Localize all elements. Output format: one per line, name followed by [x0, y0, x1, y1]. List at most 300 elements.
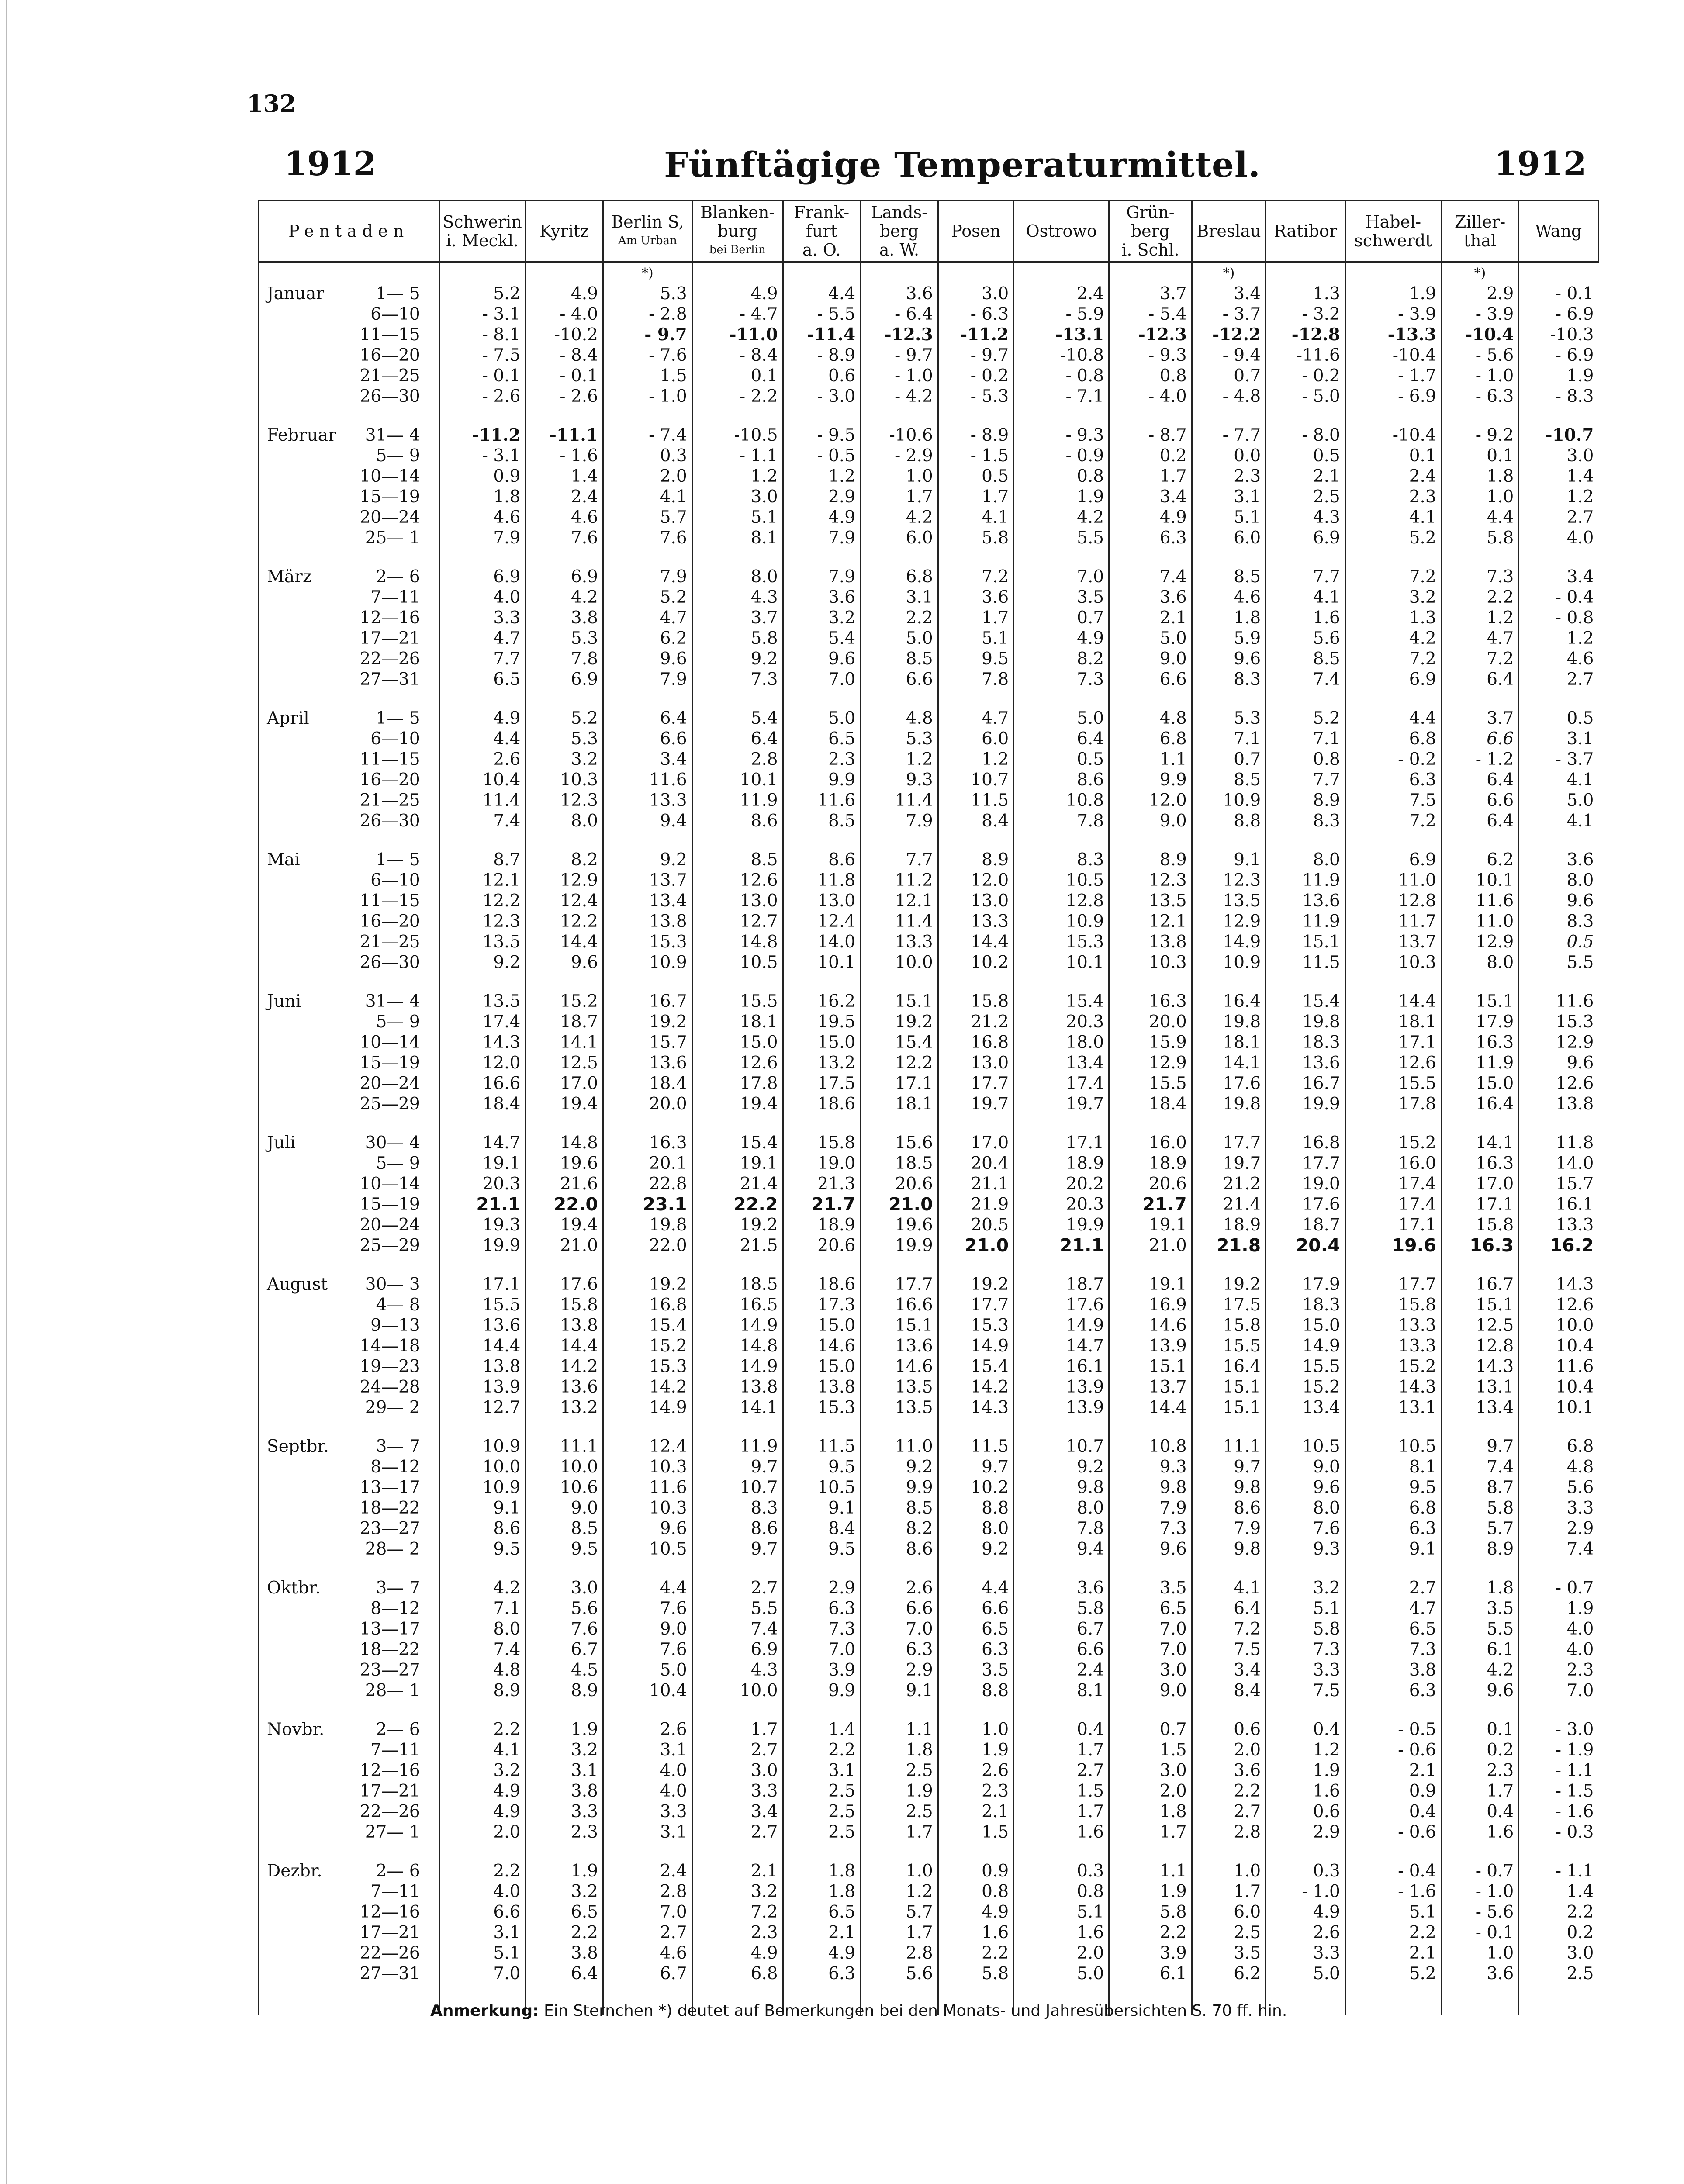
station-name-line: Schwerin	[443, 212, 522, 232]
table-body	[259, 262, 1598, 2015]
value-cell: 19.1	[692, 1153, 783, 1174]
pentad-label	[259, 1861, 439, 1881]
table-row	[259, 1639, 1598, 1660]
value-cell: 1.6	[1014, 1822, 1109, 1842]
value-cell: 17.5	[1192, 1295, 1266, 1315]
value-cell: 2.4	[603, 1861, 692, 1881]
value-cell: 5.3	[861, 729, 938, 749]
pentad-label	[259, 567, 439, 587]
table-row	[259, 1377, 1598, 1397]
value-cell: 7.2	[1345, 567, 1441, 587]
value-cell: 17.9	[1441, 1012, 1519, 1032]
pentad-label	[259, 649, 439, 669]
value-cell: 10.2	[938, 1477, 1014, 1498]
value-cell: 4.3	[692, 1660, 783, 1680]
value-cell: 17.7	[1266, 1153, 1345, 1174]
value-cell: 4.6	[603, 1943, 692, 1963]
value-cell: 21.0	[526, 1235, 603, 1256]
pentad-label	[259, 1498, 439, 1518]
value-cell: 3.2	[439, 1760, 526, 1781]
value-cell: 3.0	[692, 1760, 783, 1781]
value-cell: 13.3	[1345, 1315, 1441, 1336]
value-cell: 13.7	[1345, 932, 1441, 952]
value-cell: 6.7	[526, 1639, 603, 1660]
value-cell: 3.6	[783, 587, 861, 608]
value-cell: 19.1	[1109, 1274, 1192, 1295]
value-cell: 5.6	[526, 1598, 603, 1619]
value-cell: 1.2	[783, 466, 861, 487]
spacer-cell	[603, 1701, 692, 1719]
value-cell: 4.1	[1519, 770, 1598, 790]
value-cell: 12.7	[692, 911, 783, 932]
value-cell: 7.4	[1266, 669, 1345, 690]
value-cell: 19.4	[526, 1215, 603, 1235]
value-cell: 15.0	[783, 1032, 861, 1053]
value-cell: 3.9	[1109, 1943, 1192, 1963]
value-cell: 7.5	[1192, 1639, 1266, 1660]
asterisk-cell	[1014, 262, 1109, 284]
value-cell: 5.2	[1345, 528, 1441, 548]
value-cell: 6.4	[526, 1963, 603, 1984]
value-cell: 3.0	[692, 487, 783, 507]
value-cell: 3.5	[1109, 1578, 1192, 1598]
table-row	[259, 628, 1598, 649]
value-cell: 4.0	[1519, 528, 1598, 548]
month-separator	[259, 1559, 1598, 1578]
table-row	[259, 770, 1598, 790]
spacer-cell	[1519, 1701, 1598, 1719]
spacer-cell	[526, 407, 603, 425]
spacer-cell	[1266, 1701, 1345, 1719]
value-cell: 1.3	[1266, 283, 1345, 304]
value-cell: 0.1	[1441, 1719, 1519, 1740]
asterisk-cell	[526, 262, 603, 284]
pentad-label	[259, 811, 439, 831]
pentad-range: 20—24	[360, 1074, 420, 1093]
value-cell: 11.8	[783, 870, 861, 891]
value-cell: 6.6	[1109, 669, 1192, 690]
value-cell: 7.4	[439, 811, 526, 831]
table-row	[259, 1680, 1598, 1701]
pentad-label	[259, 1922, 439, 1943]
value-cell: 14.6	[783, 1336, 861, 1356]
pentad-label	[259, 1822, 439, 1842]
spacer-cell	[861, 407, 938, 425]
value-cell: 15.4	[603, 1315, 692, 1336]
value-cell: - 2.2	[692, 386, 783, 407]
value-cell: 1.6	[1441, 1822, 1519, 1842]
value-cell: 19.0	[1266, 1174, 1345, 1194]
spacer-cell	[526, 1114, 603, 1133]
pentad-label	[259, 1943, 439, 1963]
value-cell: 7.3	[1345, 1639, 1441, 1660]
value-cell: 7.5	[1266, 1680, 1345, 1701]
value-cell: - 5.9	[1014, 304, 1109, 325]
value-cell: -11.6	[1266, 345, 1345, 366]
spacer-cell	[783, 1701, 861, 1719]
spacer-cell	[783, 1559, 861, 1578]
value-cell: 10.4	[603, 1680, 692, 1701]
value-cell: 12.4	[526, 891, 603, 911]
value-cell: 2.0	[603, 466, 692, 487]
spacer-cell	[1192, 831, 1266, 850]
value-cell: -11.0	[692, 325, 783, 345]
spacer-cell	[692, 1701, 783, 1719]
spacer-cell	[1109, 1559, 1192, 1578]
value-cell: - 1.1	[1519, 1861, 1598, 1881]
value-cell: 9.9	[783, 770, 861, 790]
value-cell: 15.8	[1441, 1215, 1519, 1235]
value-cell: 4.2	[1345, 628, 1441, 649]
pentad-label	[259, 1740, 439, 1760]
value-cell: 1.2	[1519, 628, 1598, 649]
pentad-label	[259, 1539, 439, 1559]
value-cell: 5.6	[1266, 628, 1345, 649]
value-cell: 17.7	[1192, 1133, 1266, 1153]
table-row	[259, 708, 1598, 729]
station-name-line: Posen	[951, 221, 1001, 241]
value-cell: 7.4	[1109, 567, 1192, 587]
value-cell: 16.7	[1441, 1274, 1519, 1295]
value-cell: 17.7	[1345, 1274, 1441, 1295]
value-cell: 4.2	[1014, 507, 1109, 528]
value-cell: 4.3	[1266, 507, 1345, 528]
value-cell: 18.1	[692, 1012, 783, 1032]
value-cell: - 7.4	[603, 425, 692, 446]
value-cell: 12.2	[861, 1053, 938, 1073]
value-cell: - 0.2	[938, 366, 1014, 386]
spacer-cell	[259, 548, 439, 567]
value-cell: 19.7	[1014, 1094, 1109, 1114]
value-cell: -10.5	[692, 425, 783, 446]
value-cell: 7.7	[439, 649, 526, 669]
spacer-cell	[861, 973, 938, 991]
value-cell: - 8.4	[692, 345, 783, 366]
value-cell: 8.5	[1266, 649, 1345, 669]
value-cell: 1.0	[1192, 1861, 1266, 1881]
value-cell: 19.7	[1192, 1153, 1266, 1174]
value-cell: 2.2	[1441, 587, 1519, 608]
table-row	[259, 1740, 1598, 1760]
value-cell: - 5.5	[783, 304, 861, 325]
value-cell: 15.5	[1345, 1073, 1441, 1094]
value-cell: 2.1	[1109, 608, 1192, 628]
value-cell: 9.5	[1345, 1477, 1441, 1498]
value-cell: 2.3	[692, 1922, 783, 1943]
spacer-cell	[1441, 1418, 1519, 1436]
value-cell: 5.2	[439, 283, 526, 304]
table-row	[259, 669, 1598, 690]
pentad-label	[259, 729, 439, 749]
spacer-cell	[259, 1984, 439, 2015]
value-cell: - 9.7	[603, 325, 692, 345]
value-cell: - 3.9	[1345, 304, 1441, 325]
value-cell: 18.7	[1266, 1215, 1345, 1235]
value-cell: 5.3	[526, 628, 603, 649]
value-cell: 21.7	[783, 1194, 861, 1215]
pentad-range: 21—25	[360, 366, 420, 386]
pentad-label	[259, 466, 439, 487]
station-header	[861, 201, 938, 262]
spacer-cell	[439, 1256, 526, 1274]
value-cell: 6.3	[1345, 1680, 1441, 1701]
value-cell: 11.6	[783, 790, 861, 811]
value-cell: - 0.7	[1519, 1578, 1598, 1598]
value-cell: 2.3	[1345, 487, 1441, 507]
pentad-label	[259, 790, 439, 811]
value-cell: 19.2	[1192, 1274, 1266, 1295]
pentad-label	[259, 1053, 439, 1073]
value-cell: 8.5	[692, 850, 783, 870]
value-cell: 6.5	[938, 1619, 1014, 1639]
value-cell: 6.3	[861, 1639, 938, 1660]
value-cell: 14.8	[692, 932, 783, 952]
value-cell: 9.6	[1519, 1053, 1598, 1073]
month-separator	[259, 1842, 1598, 1861]
value-cell: 5.7	[1441, 1518, 1519, 1539]
value-cell: - 0.1	[1519, 283, 1598, 304]
value-cell: 17.8	[1345, 1094, 1441, 1114]
value-cell: - 1.5	[1519, 1781, 1598, 1801]
spacer-cell	[526, 690, 603, 708]
value-cell: 7.4	[692, 1619, 783, 1639]
pentad-range: 22—26	[360, 1943, 420, 1963]
value-cell: 21.8	[1192, 1235, 1266, 1256]
pentad-range: 27—31	[360, 1964, 420, 1984]
pentad-range: 2— 6	[376, 1720, 420, 1739]
value-cell: - 1.0	[603, 386, 692, 407]
value-cell: 22.8	[603, 1174, 692, 1194]
value-cell: 20.6	[861, 1174, 938, 1194]
spacer-cell	[1441, 1559, 1519, 1578]
spacer-cell	[1109, 1842, 1192, 1861]
header-row	[259, 201, 1598, 262]
value-cell: 2.3	[1441, 1760, 1519, 1781]
value-cell: 15.5	[1192, 1336, 1266, 1356]
value-cell: 3.2	[526, 749, 603, 770]
value-cell: 14.3	[938, 1397, 1014, 1418]
value-cell: 15.0	[692, 1032, 783, 1053]
value-cell: 12.4	[783, 911, 861, 932]
spacer-cell	[1519, 1559, 1598, 1578]
value-cell: 14.3	[1345, 1377, 1441, 1397]
value-cell: 6.2	[1441, 850, 1519, 870]
value-cell: 8.3	[1519, 911, 1598, 932]
value-cell: - 2.9	[861, 446, 938, 466]
value-cell: 18.7	[526, 1012, 603, 1032]
value-cell: 9.9	[1109, 770, 1192, 790]
pentad-label	[259, 1133, 439, 1153]
value-cell: 15.3	[1014, 932, 1109, 952]
value-cell: 5.0	[1266, 1963, 1345, 1984]
value-cell: 20.5	[938, 1215, 1014, 1235]
value-cell: 17.0	[526, 1073, 603, 1094]
value-cell: 9.9	[783, 1680, 861, 1701]
value-cell: 12.5	[526, 1053, 603, 1073]
spacer-cell	[938, 831, 1014, 850]
value-cell: 2.8	[1192, 1822, 1266, 1842]
value-cell: 15.1	[1192, 1377, 1266, 1397]
value-cell: 2.8	[692, 749, 783, 770]
value-cell: 5.0	[603, 1660, 692, 1680]
spacer-cell	[861, 1701, 938, 1719]
value-cell: 5.7	[603, 507, 692, 528]
pentad-range: 22—26	[360, 649, 420, 669]
value-cell: 9.0	[603, 1619, 692, 1639]
asterisk-cell	[783, 262, 861, 284]
asterisk-cell	[1266, 262, 1345, 284]
value-cell: 0.3	[1014, 1861, 1109, 1881]
value-cell: 2.4	[1345, 466, 1441, 487]
value-cell: 15.8	[783, 1133, 861, 1153]
asterisk-cell	[1345, 262, 1441, 284]
spacer-cell	[259, 1114, 439, 1133]
value-cell: 14.1	[1192, 1053, 1266, 1073]
value-cell: 17.6	[1014, 1295, 1109, 1315]
station-header	[439, 201, 526, 262]
value-cell: 16.2	[783, 991, 861, 1012]
value-cell: 0.4	[1441, 1801, 1519, 1822]
value-cell: 7.4	[439, 1639, 526, 1660]
table-row	[259, 1902, 1598, 1922]
asterisk-cell	[1109, 262, 1192, 284]
table-row	[259, 1194, 1598, 1215]
pentad-range: 12—16	[360, 1761, 420, 1780]
asterisk-cell	[1519, 262, 1598, 284]
value-cell: 16.4	[1192, 991, 1266, 1012]
value-cell: 7.6	[603, 528, 692, 548]
value-cell: 9.2	[938, 1539, 1014, 1559]
value-cell: 8.6	[692, 1518, 783, 1539]
value-cell: 4.0	[603, 1781, 692, 1801]
station-header	[1345, 201, 1441, 262]
value-cell: 1.2	[861, 1881, 938, 1902]
pentad-range: 2— 6	[376, 1861, 420, 1881]
value-cell: 14.4	[439, 1336, 526, 1356]
pentad-range: 3— 7	[376, 1578, 420, 1598]
value-cell: 8.3	[1192, 669, 1266, 690]
pentad-label	[259, 1153, 439, 1174]
value-cell: 11.0	[1441, 911, 1519, 932]
pentad-label	[259, 1012, 439, 1032]
spacer-cell	[1109, 1418, 1192, 1436]
value-cell: 5.2	[603, 587, 692, 608]
pentad-label	[259, 1801, 439, 1822]
value-cell: 11.0	[1345, 870, 1441, 891]
value-cell: 8.8	[938, 1680, 1014, 1701]
value-cell: 3.2	[526, 1740, 603, 1760]
spacer-cell	[526, 1701, 603, 1719]
value-cell: 8.1	[692, 528, 783, 548]
spacer-cell	[526, 1559, 603, 1578]
pentad-range: 8—12	[370, 1457, 420, 1477]
value-cell: 10.1	[1441, 870, 1519, 891]
spacer-cell	[439, 1842, 526, 1861]
value-cell: 12.6	[692, 1053, 783, 1073]
spacer-cell	[1192, 1256, 1266, 1274]
value-cell: 9.6	[1519, 891, 1598, 911]
value-cell: 1.0	[938, 1719, 1014, 1740]
pentad-range: 28— 2	[365, 1539, 420, 1559]
station-name-line: Grün-	[1126, 203, 1175, 222]
spacer-cell	[259, 1418, 439, 1436]
value-cell: 17.1	[1345, 1032, 1441, 1053]
value-cell: 2.9	[1266, 1822, 1345, 1842]
value-cell: - 8.9	[783, 345, 861, 366]
value-cell: 10.9	[439, 1477, 526, 1498]
spacer-cell	[938, 1559, 1014, 1578]
value-cell: 0.4	[1014, 1719, 1109, 1740]
value-cell: 18.4	[603, 1073, 692, 1094]
pentad-range: 10—14	[360, 1174, 420, 1194]
table-row	[259, 1760, 1598, 1781]
value-cell: -13.3	[1345, 325, 1441, 345]
value-cell: -11.1	[526, 425, 603, 446]
value-cell: 2.2	[1519, 1902, 1598, 1922]
value-cell: 4.6	[439, 507, 526, 528]
value-cell: 10.0	[861, 952, 938, 973]
value-cell: 12.8	[1345, 891, 1441, 911]
value-cell: 13.8	[783, 1377, 861, 1397]
value-cell: 0.1	[1345, 446, 1441, 466]
value-cell: 11.4	[439, 790, 526, 811]
spacer-cell	[1192, 1559, 1266, 1578]
value-cell: 2.9	[1441, 283, 1519, 304]
value-cell: 8.3	[692, 1498, 783, 1518]
value-cell: 20.6	[1109, 1174, 1192, 1194]
value-cell: 8.6	[1014, 770, 1109, 790]
value-cell: -10.4	[1345, 345, 1441, 366]
station-header	[1519, 201, 1598, 262]
value-cell: 9.0	[1109, 811, 1192, 831]
month-name: Februar	[267, 425, 336, 445]
value-cell: 13.4	[1441, 1397, 1519, 1418]
value-cell: 12.1	[861, 891, 938, 911]
value-cell: 2.5	[783, 1822, 861, 1842]
table-row	[259, 1518, 1598, 1539]
value-cell: 18.3	[1266, 1295, 1345, 1315]
station-name-line: Frank-	[794, 203, 850, 222]
value-cell: 1.9	[861, 1781, 938, 1801]
pentad-range: 11—15	[360, 325, 420, 345]
value-cell: 8.2	[526, 850, 603, 870]
spacer-cell	[1441, 1701, 1519, 1719]
station-name-line: Blanken-	[700, 203, 775, 222]
spacer-cell	[692, 1256, 783, 1274]
value-cell: - 0.2	[1266, 366, 1345, 386]
value-cell: 2.3	[938, 1781, 1014, 1801]
value-cell: 8.5	[1192, 567, 1266, 587]
table-row	[259, 1539, 1598, 1559]
pentad-range: 26—30	[360, 387, 420, 406]
value-cell: 21.7	[1109, 1194, 1192, 1215]
value-cell: 14.7	[439, 1133, 526, 1153]
value-cell: 9.8	[1014, 1477, 1109, 1498]
spacer-cell	[259, 1701, 439, 1719]
pentad-label	[259, 708, 439, 729]
table-row	[259, 1397, 1598, 1418]
value-cell: 1.2	[1519, 487, 1598, 507]
table-row	[259, 1153, 1598, 1174]
value-cell: 8.5	[861, 1498, 938, 1518]
spacer-cell	[692, 548, 783, 567]
value-cell: 10.4	[1519, 1377, 1598, 1397]
value-cell: 4.4	[439, 729, 526, 749]
spacer-cell	[938, 1256, 1014, 1274]
value-cell: 2.2	[1345, 1922, 1441, 1943]
pentad-range: 6—10	[370, 304, 420, 324]
spacer-cell	[1519, 407, 1598, 425]
